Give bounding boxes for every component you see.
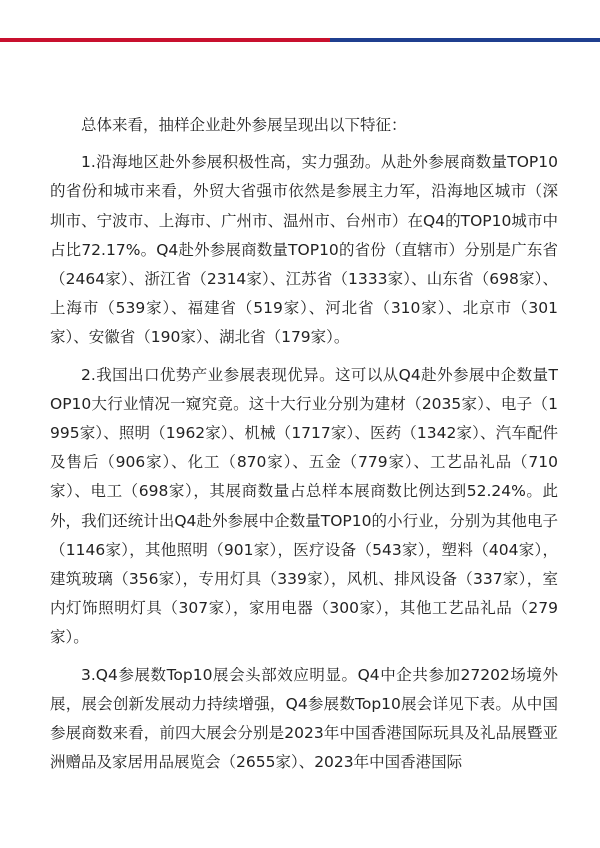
point-1-paragraph: 1.沿海地区赴外参展积极性高，实力强劲。从赴外参展商数量TOP10的省份和城市来看，外贸大省强市依然是参展主力军，沿海地区城市（深圳市、宁波市、上海市、广州市、温州市、台州市）在Q4的TOP10城市中占比72.17%。Q4赴外参展商数量TOP10的省份（直辖市）分别是广东省（2464家）、浙江省（2314家）、江苏省（1333家）、山东省（698家）、上海市（539家）、福建省（519家）、河北省（310家）、北京市（301家）、安徽省（190家）、湖北省（179家）。 [50, 153, 558, 347]
header-accent-blue [330, 38, 600, 42]
header-accent-bar [0, 38, 600, 42]
intro-paragraph: 总体来看，抽样企业赴外参展呈现出以下特征： [81, 116, 407, 134]
point-3-paragraph: 3.Q4参展数Top10展会头部效应明显。Q4中企共参加27202场境外展，展会创新发展动力持续增强，Q4参展数Top10展会详见下表。从中国参展商数来看，前四大展会分别是2023年中国香港国际玩具及礼品展暨亚洲赠品及家居用品展览会（2655家）、2023年中国香港国际 [50, 665, 558, 772]
header-accent-red [0, 38, 330, 42]
document-body [50, 111, 558, 785]
point-2-paragraph: 2.我国出口优势产业参展表现优异。这可以从Q4赴外参展中企数量TOP10大行业情况一窥究竟。这十大行业分别为建材（2035家）、电子（1995家）、照明（1962家）、机械（1717家）、医药（1342家）、汽车配件及售后（906家）、化工（870家）、五金（779家）、工艺品礼品（710家）、电工（698家），其展商数量占总样本展商数比例达到52.24%。此外，我们还统计出Q4赴外参展中企数量TOP10的小行业，分别为其他电子（1146家），其他照明（901家），医疗设备（543家），塑料（404家），建筑玻璃（356家），专用灯具（339家），风机、排风设备（337家），室内灯饰照明灯具（307家），家用电器（300家），其他工艺品礼品（279家）。 [50, 365, 558, 647]
